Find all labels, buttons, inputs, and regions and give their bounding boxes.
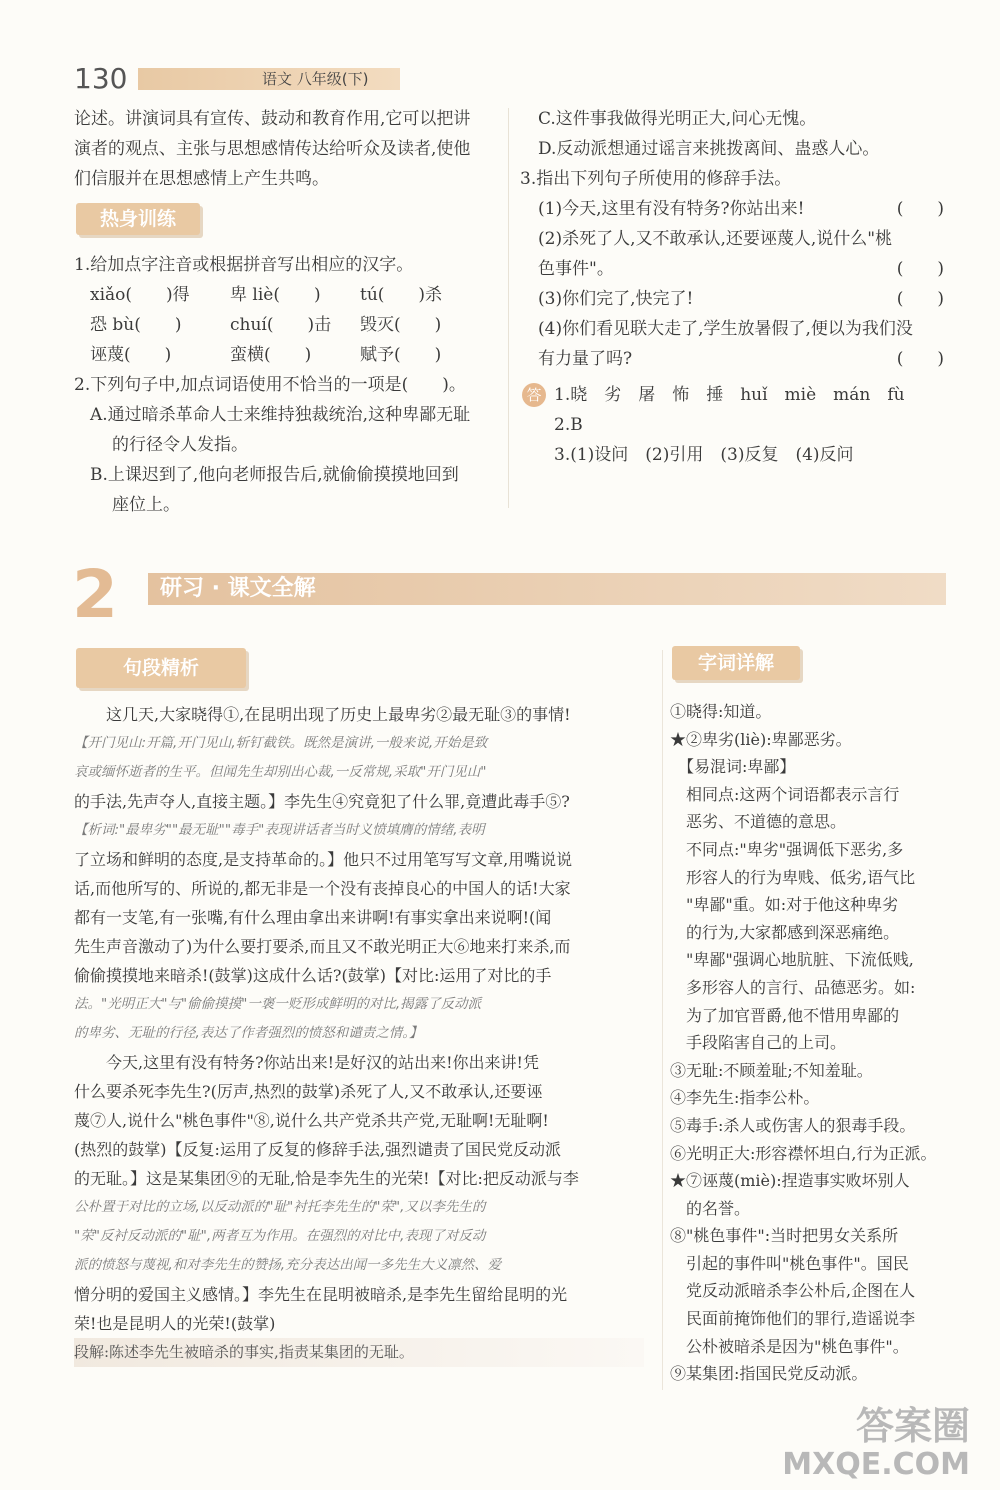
- answer-line: 3.(1)设问 (2)引用 (3)反复 (4)反问: [554, 445, 854, 465]
- q3-item-text: 有力量了吗?: [538, 349, 633, 369]
- option-a: [90, 400, 470, 460]
- q3-item-text: (4)你们看见联大走了,学生放暑假了,便以为我们没: [538, 319, 913, 339]
- analysis-line: (热烈的鼓掌)【反复:运用了反复的修辞手法,强烈谴责了国民党反动派: [74, 1140, 561, 1159]
- q3-item: [538, 284, 944, 314]
- analysis-line: "荣"反衬反动派的"耻",两者互为作用。在强烈的对比中,表现了对反动: [74, 1228, 486, 1244]
- analysis-line: 都有一支笔,有一张嘴,有什么理由拿出来讲啊!有事实拿出来说啊!(闻: [74, 908, 552, 927]
- grid-cell: 诬蔑( ): [90, 345, 172, 365]
- section-title: 研习 · 课文全解: [160, 576, 316, 601]
- vocab-line: ⑧"桃色事件":当时把男女关系所: [670, 1226, 899, 1246]
- vocab-line: ③无耻:不顾羞耻;不知羞耻。: [670, 1060, 873, 1080]
- q3-item-paren: ( ): [896, 259, 944, 279]
- vocab-line: ⑤毒手:杀人或伤害人的狠毒手段。: [670, 1115, 916, 1135]
- vocab-line: ④李先生:指李公朴。: [670, 1088, 820, 1108]
- analysis-line: 派的愤怒与蔑视,和对李先生的赞扬,充分表达出闻一多先生大义凛然、爱: [74, 1257, 502, 1273]
- analysis-tag: 句段精析: [76, 648, 246, 688]
- analysis-line: 的卑劣、无耻的行径,表达了作者强烈的愤怒和谴责之情。】: [74, 1025, 423, 1041]
- vocab-line: 民面前掩饰他们的罪行,造谣说李: [670, 1309, 916, 1329]
- q3-item-text: (2)杀死了人,又不敢承认,还要诬蔑人,说什么"桃: [538, 229, 893, 249]
- question-3-items: [538, 194, 944, 374]
- answer-line: 2.B: [554, 415, 583, 435]
- q3-item-text: (1)今天,这里有没有特务?你站出来!: [538, 199, 805, 219]
- vocab-line: ①晓得:知道。: [670, 702, 772, 721]
- q3-item-text: 色事件"。: [538, 259, 614, 279]
- analysis-body: [74, 700, 644, 1367]
- question-3: 3.指出下列句子所使用的修辞手法。: [520, 169, 792, 189]
- analysis-line: 法。"光明正大"与"偷偷摸摸"一褒一贬形成鲜明的对比,揭露了反动派: [74, 996, 482, 1012]
- vocab-line: ⑨某集团:指国民党反动派。: [670, 1364, 868, 1384]
- vocab-line: 的名誉。: [670, 1198, 751, 1218]
- answers: [554, 380, 905, 470]
- paragraph-summary: 段解:陈述李先生被暗杀的事实,指责某集团的无耻。: [74, 1338, 644, 1367]
- analysis-line: 这几天,大家晓得①,在昆明出现了历史上最卑劣②最无耻③的事情!: [74, 705, 571, 724]
- watermark-url: MXQE.COM: [782, 1447, 970, 1482]
- intro-line: 演者的观点、主张与思想感情传达给听众及读者,使他: [74, 139, 471, 159]
- option-line: B.上课迟到了,他向老师报告后,就偷偷摸摸地回到: [90, 465, 459, 485]
- vocab-line: ★②卑劣(liè):卑鄙恶劣。: [670, 729, 852, 749]
- vocab-line: ★⑦诬蔑(miè):捏造事实败坏别人: [670, 1171, 910, 1191]
- vocab-line: 党反动派暗杀李公朴后,企图在人: [670, 1281, 916, 1301]
- grid-cell: 卑 liè( ): [230, 285, 321, 305]
- grid-cell: 赋予( ): [360, 345, 442, 365]
- analysis-line: 了立场和鲜明的态度,是支持革命的。】他只不过用笔写写文章,用嘴说说: [74, 850, 573, 869]
- grid-cell: 蛮横( ): [230, 345, 312, 365]
- intro-line: 论述。讲演词具有宣传、鼓动和教育作用,它可以把讲: [74, 109, 471, 129]
- q3-item: [538, 224, 944, 254]
- grid-row: [90, 340, 500, 370]
- analysis-line: 先生声音激动了)为什么要打要杀,而且又不敢光明正大⑥地来打来杀,而: [74, 937, 571, 956]
- page-number: 130: [74, 62, 128, 95]
- vocab-line: 不同点:"卑劣"强调低下恶劣,多: [670, 839, 904, 859]
- option-c: C.这件事我做得光明正大,问心无愧。: [538, 109, 817, 129]
- column-divider: [508, 108, 509, 508]
- vocab-line: 手段陷害自己的上司。: [670, 1033, 847, 1053]
- vocab-line: 引起的事件叫"桃色事件"。国民: [670, 1253, 909, 1273]
- vocab-body: [670, 698, 960, 1388]
- analysis-line: 公朴置于对比的立场,以反动派的"耻"衬托李先生的"荣",又以李先生的: [74, 1199, 486, 1215]
- watermark-logo-text: 答案圈: [855, 1404, 970, 1448]
- option-line: 的行径令人发指。: [112, 435, 248, 455]
- vocab-line: 公朴被暗杀是因为"桃色事件"。: [670, 1336, 909, 1356]
- vocab-line: 多形容人的言行、品德恶劣。如:: [670, 977, 916, 997]
- q3-item: [538, 314, 944, 344]
- answer-line: 1.晓 劣 屠 怖 捶 huǐ miè mán fù: [554, 385, 905, 405]
- grid-row: [90, 280, 500, 310]
- section-number: 2: [72, 556, 118, 633]
- watermark: [782, 1404, 970, 1482]
- analysis-line: 今天,这里有没有特务?你站出来!是好汉的站出来!你出来讲!凭: [74, 1053, 539, 1072]
- question-1-grid: [90, 280, 500, 370]
- vocab-line: 【易混词:卑鄙】: [670, 757, 796, 777]
- analysis-line: 的无耻。】这是某集团⑨的无耻,恰是李先生的光荣!【对比:把反动派与李: [74, 1169, 579, 1188]
- q3-item: [538, 254, 944, 284]
- vocab-line: 恶劣、不道德的意思。: [670, 812, 847, 832]
- q3-item-text: (3)你们完了,快完了!: [538, 289, 694, 309]
- analysis-line: 哀或缅怀逝者的生平。但闻先生却别出心裁,一反常规,采取"开门见山": [74, 764, 487, 780]
- analysis-line: 憎分明的爱国主义感情。】李先生在昆明被暗杀,是李先生留给昆明的光: [74, 1285, 568, 1304]
- grid-row: [90, 310, 500, 340]
- grid-cell: 毁灭( ): [360, 315, 442, 335]
- q3-item-paren: ( ): [896, 289, 944, 309]
- vocab-line: "卑鄙"强调心地肮脏、下流低贱,: [670, 950, 914, 970]
- header-subject: 语文 八年级(下): [262, 70, 369, 88]
- grid-cell: xiǎo( )得: [90, 285, 190, 305]
- option-line: 座位上。: [112, 495, 180, 515]
- intro-paragraph: [74, 104, 470, 194]
- vocab-line: ⑥光明正大:形容襟怀坦白,行为正派。: [670, 1143, 937, 1163]
- analysis-line: 【开门见山:开篇,开门见山,斩钉截铁。既然是演讲,一般来说,开始是致: [74, 735, 488, 751]
- question-1: 1.给加点字注音或根据拼音写出相应的汉字。: [74, 255, 414, 275]
- analysis-line: 蔑⑦人,说什么"桃色事件"⑧,说什么共产党杀共产党,无耻啊!无耻啊!: [74, 1111, 549, 1130]
- vocab-line: 为了加官晋爵,他不惜用卑鄙的: [670, 1005, 900, 1025]
- analysis-line: 荣!也是昆明人的光荣!(鼓掌): [74, 1314, 276, 1333]
- vocab-line: 形容人的行为卑贱、低劣,语气比: [670, 867, 916, 887]
- analysis-line: 话,而他所写的、所说的,都无非是一个没有丧掉良心的中国人的话!大家: [74, 879, 571, 898]
- intro-line: 们信服并在思想感情上产生共鸣。: [74, 169, 329, 189]
- option-d: D.反动派想通过谣言来挑拨离间、蛊惑人心。: [538, 139, 880, 159]
- q3-item-paren: ( ): [896, 199, 944, 219]
- warmup-title: 热身训练: [76, 203, 200, 235]
- analysis-line: 的手法,先声夺人,直接主题。】李先生④究竟犯了什么罪,竟遭此毒手⑤?: [74, 792, 570, 811]
- q3-item: [538, 194, 944, 224]
- vocab-line: 的行为,大家都感到深恶痛绝。: [670, 922, 900, 942]
- option-line: A.通过暗杀革命人士来维持独裁统治,这种卑鄙无耻: [90, 405, 471, 425]
- vocab-tag: 字词详解: [672, 646, 800, 680]
- option-b: [90, 460, 459, 520]
- grid-cell: 恐 bù( ): [90, 315, 182, 335]
- question-2: 2.下列句子中,加点词语使用不恰当的一项是( )。: [74, 375, 466, 395]
- answer-badge: 答: [522, 383, 546, 407]
- grid-cell: tú( )杀: [360, 285, 443, 305]
- analysis-line: 偷偷摸摸地来暗杀!(鼓掌)这成什么话?(鼓掌)【对比:运用了对比的手: [74, 966, 552, 985]
- analysis-line: 【析词:"最卑劣""最无耻""毒手"表现讲话者当时义愤填膺的情绪,表明: [74, 822, 485, 838]
- q3-item: [538, 344, 944, 374]
- grid-cell: chuí( )击: [230, 315, 332, 335]
- column-divider: [662, 650, 663, 1390]
- vocab-line: 相同点:这两个词语都表示言行: [670, 784, 900, 804]
- analysis-line: 什么要杀死李先生?(厉声,热烈的鼓掌)杀死了人,又不敢承认,还要诬: [74, 1082, 543, 1101]
- vocab-line: "卑鄙"重。如:对于他这种卑劣: [670, 895, 899, 915]
- q3-item-paren: ( ): [896, 349, 944, 369]
